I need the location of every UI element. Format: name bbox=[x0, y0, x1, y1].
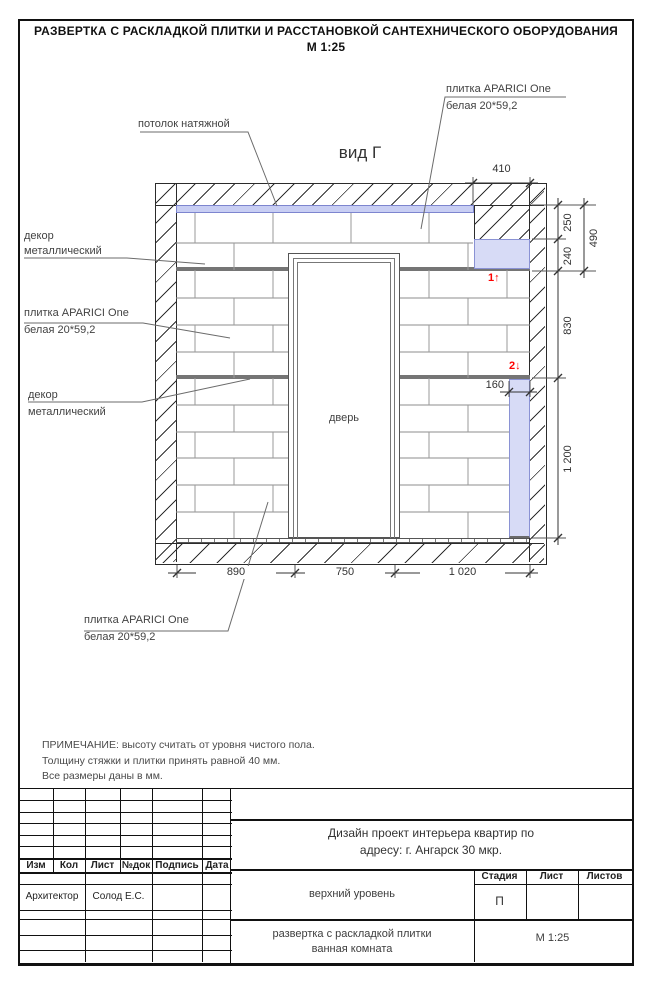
decor-strip-2-left bbox=[176, 375, 288, 379]
section-name: верхний уровень bbox=[308, 888, 395, 900]
stretch-ceiling-strip bbox=[176, 205, 474, 213]
decor-strip-1-left bbox=[176, 267, 288, 271]
table-line bbox=[19, 823, 232, 824]
col-header-izm: Изм bbox=[26, 860, 46, 871]
table-line bbox=[19, 910, 232, 911]
table-line bbox=[474, 884, 632, 885]
tile-label-bottom-line2: белая 20*59,2 bbox=[84, 631, 156, 643]
sheet-scale: М 1:25 bbox=[306, 40, 346, 54]
table-line bbox=[19, 950, 232, 951]
dim-410: 410 bbox=[492, 163, 511, 175]
dim-750: 750 bbox=[305, 566, 385, 579]
tile-label-left-line2: белая 20*59,2 bbox=[24, 324, 96, 336]
table-line bbox=[19, 884, 232, 885]
sheets-header: Листов bbox=[586, 871, 623, 882]
view-title: вид Г bbox=[338, 143, 382, 162]
floor-tile-row bbox=[176, 538, 529, 543]
wall-hatch-top bbox=[156, 184, 544, 206]
tile-label-top-line2: белая 20*59,2 bbox=[446, 100, 518, 112]
dim-1200: 1 200 bbox=[562, 445, 574, 473]
table-line bbox=[19, 919, 232, 920]
sheet-title: РАЗВЕРТКА С РАСКЛАДКОЙ ПЛИТКИ И РАССТАНОВКОЙ САНТЕХНИЧЕСКОГО ОБОРУДОВАНИЯ bbox=[34, 24, 618, 38]
wall-hatch-left bbox=[156, 184, 177, 562]
dim-1020: 1 020 bbox=[420, 566, 505, 579]
col-header-podpis: Подпись bbox=[155, 860, 199, 871]
table-line bbox=[19, 800, 232, 801]
col-header-list: Лист bbox=[90, 860, 115, 871]
title-block bbox=[230, 788, 634, 964]
drawing-name-line2: ванная комната bbox=[311, 943, 393, 955]
tile-label-top-line1: плитка APARICI One bbox=[446, 83, 551, 95]
stage-header: Стадия bbox=[481, 871, 518, 882]
note-line3: Все размеры даны в мм. bbox=[42, 770, 163, 782]
wall-hatch-right bbox=[529, 184, 545, 562]
table-line bbox=[231, 919, 632, 921]
niche-1-marker: 1↑ bbox=[488, 272, 500, 284]
floor-hatch bbox=[156, 543, 544, 563]
table-line bbox=[19, 846, 232, 847]
project-title-line1: Дизайн проект интерьера квартир по bbox=[327, 826, 534, 840]
dim-240: 240 bbox=[562, 246, 574, 266]
decor1-label-line1: декор bbox=[24, 230, 54, 242]
scale-value: М 1:25 bbox=[535, 932, 570, 944]
table-line bbox=[152, 789, 153, 962]
role-architect: Архитектор bbox=[25, 891, 79, 902]
dim-890: 890 bbox=[196, 566, 276, 579]
table-line bbox=[19, 812, 232, 813]
decor1-label-line2: металлический bbox=[24, 245, 102, 257]
tile-label-bottom-line1: плитка APARICI One bbox=[84, 614, 189, 626]
bulkhead-hatch bbox=[474, 205, 530, 240]
revision-table bbox=[18, 788, 231, 964]
dim-830: 830 bbox=[562, 316, 574, 335]
door-label: дверь bbox=[328, 412, 360, 424]
decor2-label-line2: металлический bbox=[28, 406, 106, 418]
project-title-line2: адресу: г. Ангарск 30 мкр. bbox=[359, 843, 503, 857]
col-header-data: Дата bbox=[205, 860, 229, 871]
note-line2: Толщину стяжки и плитки принять равной 40 мм. bbox=[42, 754, 281, 767]
table-line bbox=[19, 935, 232, 936]
table-line bbox=[19, 835, 232, 836]
table-line bbox=[85, 789, 86, 962]
table-line bbox=[19, 872, 232, 874]
col-header-kol: Кол bbox=[59, 860, 79, 871]
note-line1: ПРИМЕЧАНИЕ: высоту считать от уровня чистого пола. bbox=[42, 739, 315, 751]
drawing-name-line1: развертка с раскладкой плитки bbox=[272, 928, 432, 940]
door-leaf bbox=[297, 262, 391, 538]
dim-160: 160 bbox=[485, 379, 504, 391]
sheet-header: Лист bbox=[539, 871, 564, 882]
stage-value: П bbox=[495, 894, 504, 908]
table-line bbox=[231, 819, 632, 821]
decor2-label-line1: декор bbox=[28, 389, 58, 401]
dim-250: 250 bbox=[562, 213, 574, 232]
niche-2 bbox=[509, 379, 530, 538]
tile-label-left-line1: плитка APARICI One bbox=[24, 307, 129, 319]
architect-name: Солод Е.С. bbox=[92, 891, 145, 902]
col-header-ndok: №док bbox=[121, 860, 151, 871]
niche-1 bbox=[474, 239, 530, 269]
dim-490: 490 bbox=[588, 228, 600, 248]
ceiling-label: потолок натяжной bbox=[138, 118, 230, 130]
niche-2-marker: 2↓ bbox=[509, 360, 521, 372]
table-line bbox=[202, 789, 203, 962]
